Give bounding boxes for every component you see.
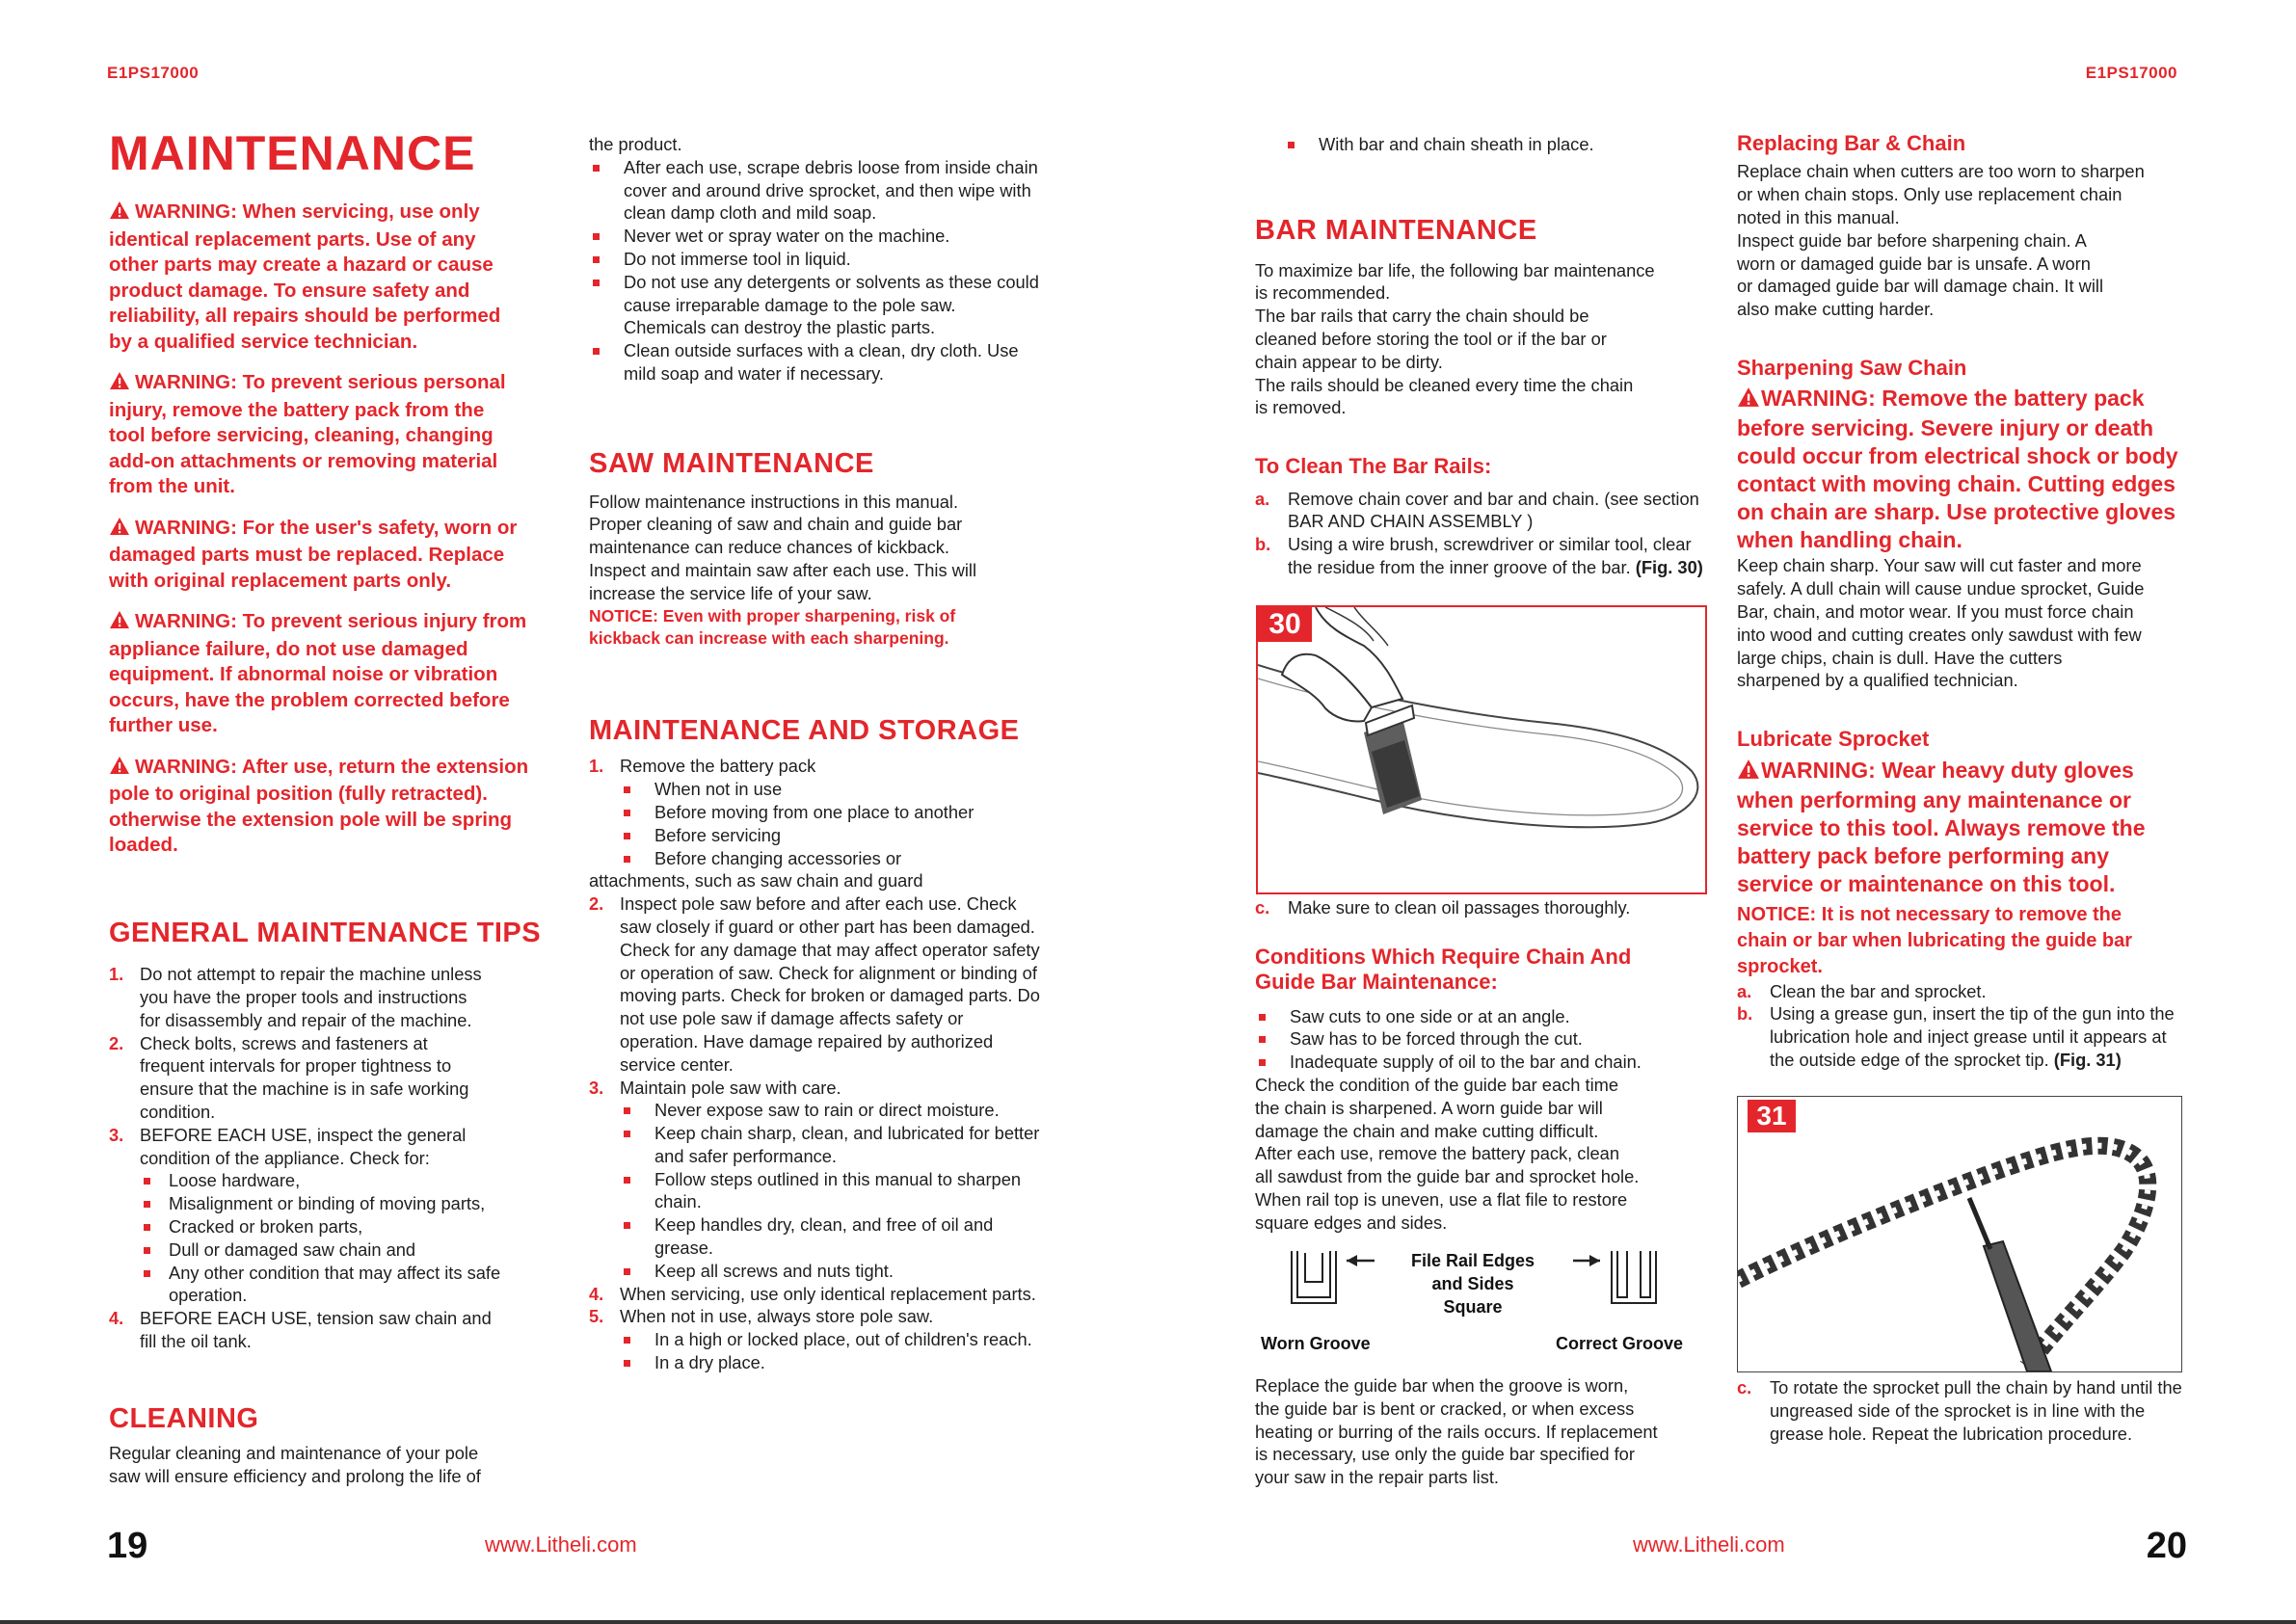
sub-list bbox=[620, 1328, 1042, 1374]
list-item: c. To rotate the sprocket pull the chain by hand until the ungreased side of the sprocket is in line with the grease hole. Repeat the lubrication procedure. bbox=[1737, 1377, 2182, 1444]
top-bullet-list bbox=[1255, 133, 1718, 156]
model-number-right: E1PS17000 bbox=[2085, 64, 2177, 82]
lubricate-warning: WARNING: Wear heavy duty gloves when performing any maintenance or service to this tool. Always remove the battery pack before performing any service or maintenance on this tool. bbox=[1737, 757, 2146, 896]
groove-diagram bbox=[1255, 1243, 1708, 1359]
page-title: MAINTENANCE bbox=[109, 126, 476, 180]
warning-text: WARNING: After use, return the extension pole to original position (fully retracted). otherwise the extension pole will be spring loaded. bbox=[109, 755, 529, 856]
list-item: a. Remove chain cover and bar and chain. (see section BAR AND CHAIN ASSEMBLY ) bbox=[1255, 488, 1699, 532]
list-item-continuation: attachments, such as saw chain and guard bbox=[589, 870, 923, 892]
sharpening-text: Keep chain sharp. Your saw will cut faster and more safely. A dull chain will cause undue sprocket, Guide Bar, chain, and motor wear. If you must force chain into wood and cutting creates only sawdust with few large chips, chain is dull. Have the cutters sharpened by a qualified technician. bbox=[1737, 555, 2145, 691]
left-column-1 bbox=[109, 126, 562, 1486]
list-item: 1. Remove the battery pack When not in use Before moving from one place to another Before servicing Before changing accessories or bbox=[589, 755, 1042, 869]
figure-30 bbox=[1256, 605, 1707, 894]
left-column-2 bbox=[589, 133, 1042, 1374]
saw-maintenance-notice: NOTICE: Even with proper sharpening, risk of kickback can increase with each sharpening. bbox=[589, 605, 956, 649]
model-number-left: E1PS17000 bbox=[107, 64, 200, 82]
list-item: Do not immerse tool in liquid. bbox=[589, 248, 1042, 271]
warning-block-2 bbox=[109, 370, 562, 500]
cleaning-list bbox=[589, 156, 1042, 386]
warning-block-1 bbox=[109, 200, 562, 355]
file-rail-edges-label: File Rail Edges and Sides Square bbox=[1410, 1251, 1535, 1317]
sharpening-heading: Sharpening Saw Chain bbox=[1737, 355, 1967, 380]
warning-text: WARNING: When servicing, use only identical replacement parts. Use of any other parts may create a hazard or cause product damage. To ensure safety and reliability, all repairs should be performed by a qualified service technician. bbox=[109, 200, 501, 353]
right-column-2-lower bbox=[1737, 1376, 2190, 1445]
list-item: Do not use any detergents or solvents as these could cause irreparable damage to the pole saw. Chemicals can destroy the plastic parts. bbox=[589, 271, 1042, 339]
warning-triangle-icon bbox=[109, 200, 130, 227]
lubricate-list-c bbox=[1737, 1376, 2190, 1445]
lubricate-heading: Lubricate Sprocket bbox=[1737, 727, 1930, 752]
website-link-left[interactable]: www.Litheli.com bbox=[485, 1532, 637, 1557]
list-item: 4. When servicing, use only identical replacement parts. bbox=[589, 1283, 1036, 1304]
cleaning-intro: Regular cleaning and maintenance of your pole saw will ensure efficiency and prolong the life of bbox=[109, 1443, 481, 1486]
list-item: Saw cuts to one side or at an angle. bbox=[1255, 1005, 1718, 1028]
lubricate-list bbox=[1737, 980, 2190, 1072]
bar-maintenance-heading: BAR MAINTENANCE bbox=[1255, 214, 1537, 246]
figure-number-badge: 30 bbox=[1258, 607, 1312, 642]
saw-maintenance-heading: SAW MAINTENANCE bbox=[589, 447, 874, 479]
list-item: Loose hardware, bbox=[140, 1169, 562, 1192]
general-tips-heading: GENERAL MAINTENANCE TIPS bbox=[109, 917, 542, 948]
list-item: After each use, scrape debris loose from inside chain cover and around drive sprocket, and then wipe with clean damp cloth and mild soap. bbox=[589, 156, 1042, 225]
list-item: 4. BEFORE EACH USE, tension saw chain and fill the oil tank. bbox=[109, 1308, 492, 1352]
warning-block-5 bbox=[109, 755, 562, 859]
right-column-1 bbox=[1255, 133, 1718, 579]
sharpening-warning: WARNING: Remove the battery pack before servicing. Severe injury or death could occur from electrical shock or body contact with moving chain. Cutting edges on chain are sharp. Use protective gloves when handling chain. bbox=[1737, 386, 2178, 553]
list-item: Never expose saw to rain or direct moisture. bbox=[620, 1099, 1042, 1122]
conditions-text: Check the condition of the guide bar each time the chain is sharpened. A worn guide bar will damage the chain and make cutting difficult. After each use, remove the battery pack, clean all sawdust from the guide bar and sprocket hole. When rail top is uneven, use a flat file to restore square edges and sides. bbox=[1255, 1074, 1640, 1233]
lubricate-notice: NOTICE: It is not necessary to remove the chain or bar when lubricating the guide bar sprocket. bbox=[1737, 903, 2133, 977]
warning-triangle-icon bbox=[109, 517, 130, 544]
right-page bbox=[1148, 0, 2296, 1624]
bar-maintenance-text: To maximize bar life, the following bar maintenance is recommended. The bar rails that carry the chain should be cleaned before storing the tool or if the bar or chain appear to be dirty. The rails should be cleaned every time the chain is removed. bbox=[1255, 259, 1655, 418]
warning-block-4 bbox=[109, 609, 562, 739]
check-for-list bbox=[140, 1169, 562, 1307]
right-column-2 bbox=[1737, 131, 2190, 1072]
list-item: Before changing accessories or bbox=[620, 847, 1042, 870]
saw-maintenance-text: Follow maintenance instructions in this manual. Proper cleaning of saw and chain and guide bar maintenance can reduce chances of kickback. Inspect and maintain saw after each use. This will increase the service life of your saw. bbox=[589, 491, 977, 603]
list-item: b. Using a wire brush, screwdriver or similar tool, clear the residue from the inner groove of the bar. (Fig. 30) bbox=[1255, 534, 1703, 577]
list-item: Cracked or broken parts, bbox=[140, 1215, 562, 1238]
website-link-right[interactable]: www.Litheli.com bbox=[1633, 1532, 1785, 1557]
warning-text: WARNING: For the user's safety, worn or damaged parts must be replaced. Replace with original replacement parts only. bbox=[109, 516, 518, 592]
warning-text: WARNING: To prevent serious injury from appliance failure, do not use damaged equipment. If abnormal noise or vibration occurs, have the problem corrected before further use. bbox=[109, 610, 527, 736]
list-item: Before moving from one place to another bbox=[620, 801, 1042, 824]
cleaning-heading: CLEANING bbox=[109, 1403, 259, 1434]
clean-bar-rails-list-c bbox=[1255, 896, 1718, 919]
maintenance-storage-heading: MAINTENANCE AND STORAGE bbox=[589, 714, 1020, 746]
replacing-text: Replace chain when cutters are too worn to sharpen or when chain stops. Only use replacement chain noted in this manual. Inspect guide bar before sharpening chain. A worn or damaged guide bar is unsafe. A worn or damaged guide bar will damage chain. It will also make cutting harder. bbox=[1737, 161, 2145, 320]
list-item: 3. BEFORE EACH USE, inspect the general condition of the appliance. Check for: Loose hardware, Misalignment or binding of moving parts, Cracked or broken parts, Dull or damaged saw chain and Any other condition that may affect its safe operation. bbox=[109, 1124, 562, 1307]
list-item: 1. Do not attempt to repair the machine unless you have the proper tools and instructions for disassembly and repair of the machine. bbox=[109, 964, 482, 1030]
list-item: Dull or damaged saw chain and bbox=[140, 1238, 562, 1262]
list-item: a. Clean the bar and sprocket. bbox=[1737, 980, 1987, 1001]
replacing-heading: Replacing Bar & Chain bbox=[1737, 131, 1966, 155]
sprocket-lubrication-illustration bbox=[1738, 1097, 2181, 1371]
warning-triangle-icon bbox=[1737, 386, 1760, 414]
list-item: Never wet or spray water on the machine. bbox=[589, 225, 1042, 248]
conditions-list bbox=[1255, 1005, 1718, 1074]
sub-list bbox=[620, 1099, 1042, 1282]
replace-text: Replace the guide bar when the groove is worn, the guide bar is bent or cracked, or when excess heating or burring of the rails occurs. If replacement is necessary, use only the guide bar specified for your saw in the repair parts list. bbox=[1255, 1375, 1658, 1488]
right-column-1-lower bbox=[1255, 896, 1718, 1235]
list-item: Any other condition that may affect its safe operation. bbox=[140, 1262, 562, 1308]
list-item: In a high or locked place, out of children's reach. bbox=[620, 1328, 1042, 1351]
page-number-left: 19 bbox=[107, 1526, 148, 1566]
list-item: Clean outside surfaces with a clean, dry cloth. Use mild soap and water if necessary. bbox=[589, 339, 1042, 386]
warning-triangle-icon bbox=[1737, 759, 1760, 786]
replace-guide-bar-text bbox=[1255, 1374, 1718, 1489]
list-item: 2. Inspect pole saw before and after each use. Check saw closely if guard or other part has been damaged. Check for any damage that may affect operator safety or operation of saw. Check for alignment or binding of moving parts. Check for broken or damaged parts. Do not use pole saw if damage affects safety or operation. Have damage repaired by authorized service center. bbox=[589, 893, 1040, 1075]
list-item: 3. Maintain pole saw with care. Never expose saw to rain or direct moisture. Keep chain sharp, clean, and lubricated for better and safer performance. Follow steps outlined in this manual to sharpen chain. Keep handles dry, clean, and free of oil and grease. Keep all screws and nuts tight. bbox=[589, 1077, 1042, 1283]
warning-triangle-icon bbox=[109, 371, 130, 398]
list-item: Inadequate supply of oil to the bar and chain. bbox=[1255, 1051, 1718, 1074]
list-item: Keep handles dry, clean, and free of oil and grease. bbox=[620, 1213, 1042, 1260]
clean-bar-rails-heading: To Clean The Bar Rails: bbox=[1255, 454, 1492, 479]
list-item: b. Using a grease gun, insert the tip of the gun into the lubrication hole and inject grease until it appears at the outside edge of the sprocket tip. (Fig. 31) bbox=[1737, 1003, 2175, 1070]
list-item: 2. Check bolts, screws and fasteners at frequent intervals for proper tightness to ensure that the machine is in safe working condition. bbox=[109, 1032, 469, 1123]
list-item: Before servicing bbox=[620, 824, 1042, 847]
list-item: Saw has to be forced through the cut. bbox=[1255, 1027, 1718, 1051]
maintenance-storage-list bbox=[589, 755, 1042, 1374]
list-item: Keep chain sharp, clean, and lubricated for better and safer performance. bbox=[620, 1122, 1042, 1168]
warning-block-3 bbox=[109, 516, 562, 595]
correct-groove-label: Correct Groove bbox=[1556, 1334, 1684, 1353]
list-item: With bar and chain sheath in place. bbox=[1284, 133, 1718, 156]
figure-31 bbox=[1737, 1096, 2182, 1372]
list-item: 5. When not in use, always store pole saw. In a high or locked place, out of children's reach. In a dry place. bbox=[589, 1305, 1042, 1373]
warning-text: WARNING: To prevent serious personal injury, remove the battery pack from the tool before servicing, cleaning, changing add-on attachments or removing material from the unit. bbox=[109, 371, 506, 497]
bar-cleaning-illustration bbox=[1258, 607, 1705, 892]
worn-groove-label: Worn Groove bbox=[1261, 1334, 1371, 1353]
cleaning-intro-tail: the product. bbox=[589, 134, 682, 154]
list-item: c. Make sure to clean oil passages thoroughly. bbox=[1255, 897, 1631, 918]
conditions-heading: Conditions Which Require Chain And Guide Bar Maintenance: bbox=[1255, 944, 1632, 995]
list-item: Misalignment or binding of moving parts, bbox=[140, 1192, 562, 1215]
sub-list bbox=[620, 778, 1042, 869]
warning-triangle-icon bbox=[109, 610, 130, 637]
list-item: When not in use bbox=[620, 778, 1042, 801]
warning-triangle-icon bbox=[109, 756, 130, 783]
list-item: Follow steps outlined in this manual to sharpen chain. bbox=[620, 1168, 1042, 1214]
bottom-edge-divider bbox=[0, 1620, 2296, 1624]
page-number-right: 20 bbox=[2146, 1526, 2187, 1566]
figure-number-badge: 31 bbox=[1748, 1100, 1796, 1132]
clean-bar-rails-list bbox=[1255, 488, 1718, 579]
list-item: In a dry place. bbox=[620, 1351, 1042, 1374]
list-item: Keep all screws and nuts tight. bbox=[620, 1260, 1042, 1283]
general-tips-list bbox=[109, 963, 562, 1353]
